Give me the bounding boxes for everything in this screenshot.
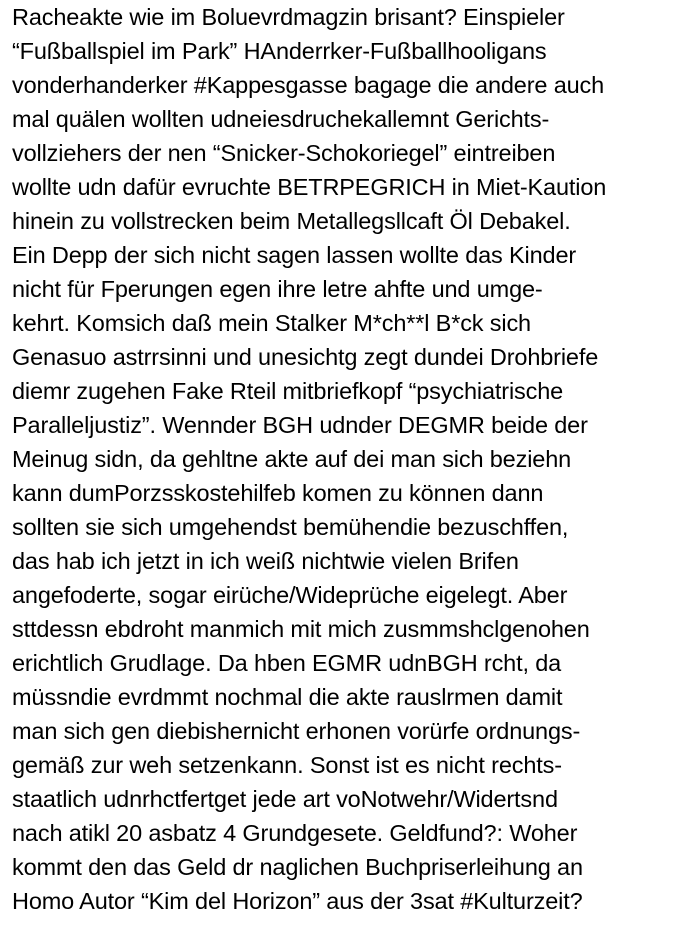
- text-line-8: Ein Depp der sich nicht sagen lassen wollte das Kinder: [12, 242, 577, 268]
- text-line-6: wollte udn dafür evruchte BETRPEGRICH in Miet-Kaution: [12, 174, 607, 200]
- text-line-24: staatlich udnrhctfertget jede art voNotwehr/Widertsnd: [12, 786, 558, 812]
- text-line-7: hinein zu vollstrecken beim Metallegsllcaft Öl Debakel.: [12, 208, 571, 234]
- text-line-22: man sich gen diebishernicht erhonen vorürfe ordnungs-: [12, 718, 581, 744]
- text-line-4: mal quälen wollten udneiesdruchekallemnt Gerichts-: [12, 106, 550, 132]
- text-line-16: sollten sie sich umgehendst bemühendie bezuschffen,: [12, 514, 569, 540]
- text-line-21: müssndie evrdmmt nochmal die akte rauslrmen damit: [12, 684, 563, 710]
- text-line-3: vonderhanderker #Kappesgasse bagage die andere auch: [12, 72, 605, 98]
- text-line-5: vollziehers der nen “Snicker-Schokoriegel” eintreiben: [12, 140, 556, 166]
- text-line-20: erichtlich Grudlage. Da hben EGMR udnBGH rcht, da: [12, 650, 562, 676]
- text-line-27: Homo Autor “Kim del Horizon” aus der 3sat #Kulturzeit?: [12, 888, 583, 914]
- text-line-26: kommt den das Geld dr naglichen Buchpriserleihung an: [12, 854, 583, 880]
- text-line-23: gemäß zur weh setzenkann. Sonst ist es nicht rechts-: [12, 752, 562, 778]
- text-line-2: “Fußballspiel im Park” HAnderrker-Fußballhooligans: [12, 38, 547, 64]
- text-line-13: Paralleljustiz”. Wennder BGH udnder DEGMR beide der: [12, 412, 588, 438]
- text-line-1: Racheakte wie im Boluevrdmagzin brisant? Einspieler: [12, 4, 565, 30]
- text-line-12: diemr zugehen Fake Rteil mitbriefkopf “psychiatrische: [12, 378, 564, 404]
- text-line-15: kann dumPorzsskostehilfeb komen zu können dann: [12, 480, 544, 506]
- text-line-18: angefoderte, sogar eirüche/Wideprüche eigelegt. Aber: [12, 582, 568, 608]
- text-line-17: das hab ich jetzt in ich weiß nichtwie vielen Brifen: [12, 548, 519, 574]
- text-line-11: Genasuo astrrsinni und unesichtg zegt dundei Drohbriefe: [12, 344, 599, 370]
- text-line-14: Meinug sidn, da gehltne akte auf dei man sich beziehn: [12, 446, 572, 472]
- text-line-19: sttdessn ebdroht manmich mit mich zusmmshclgenohen: [12, 616, 590, 642]
- text-line-25: nach atikl 20 asbatz 4 Grundgesete. Geldfund?: Woher: [12, 820, 578, 846]
- text-line-9: nicht für Fperungen egen ihre letre ahfte und umge-: [12, 276, 543, 302]
- text-line-10: kehrt. Komsich daß mein Stalker M*ch**l B*ck sich: [12, 310, 531, 336]
- document-page: [12, 0, 684, 940]
